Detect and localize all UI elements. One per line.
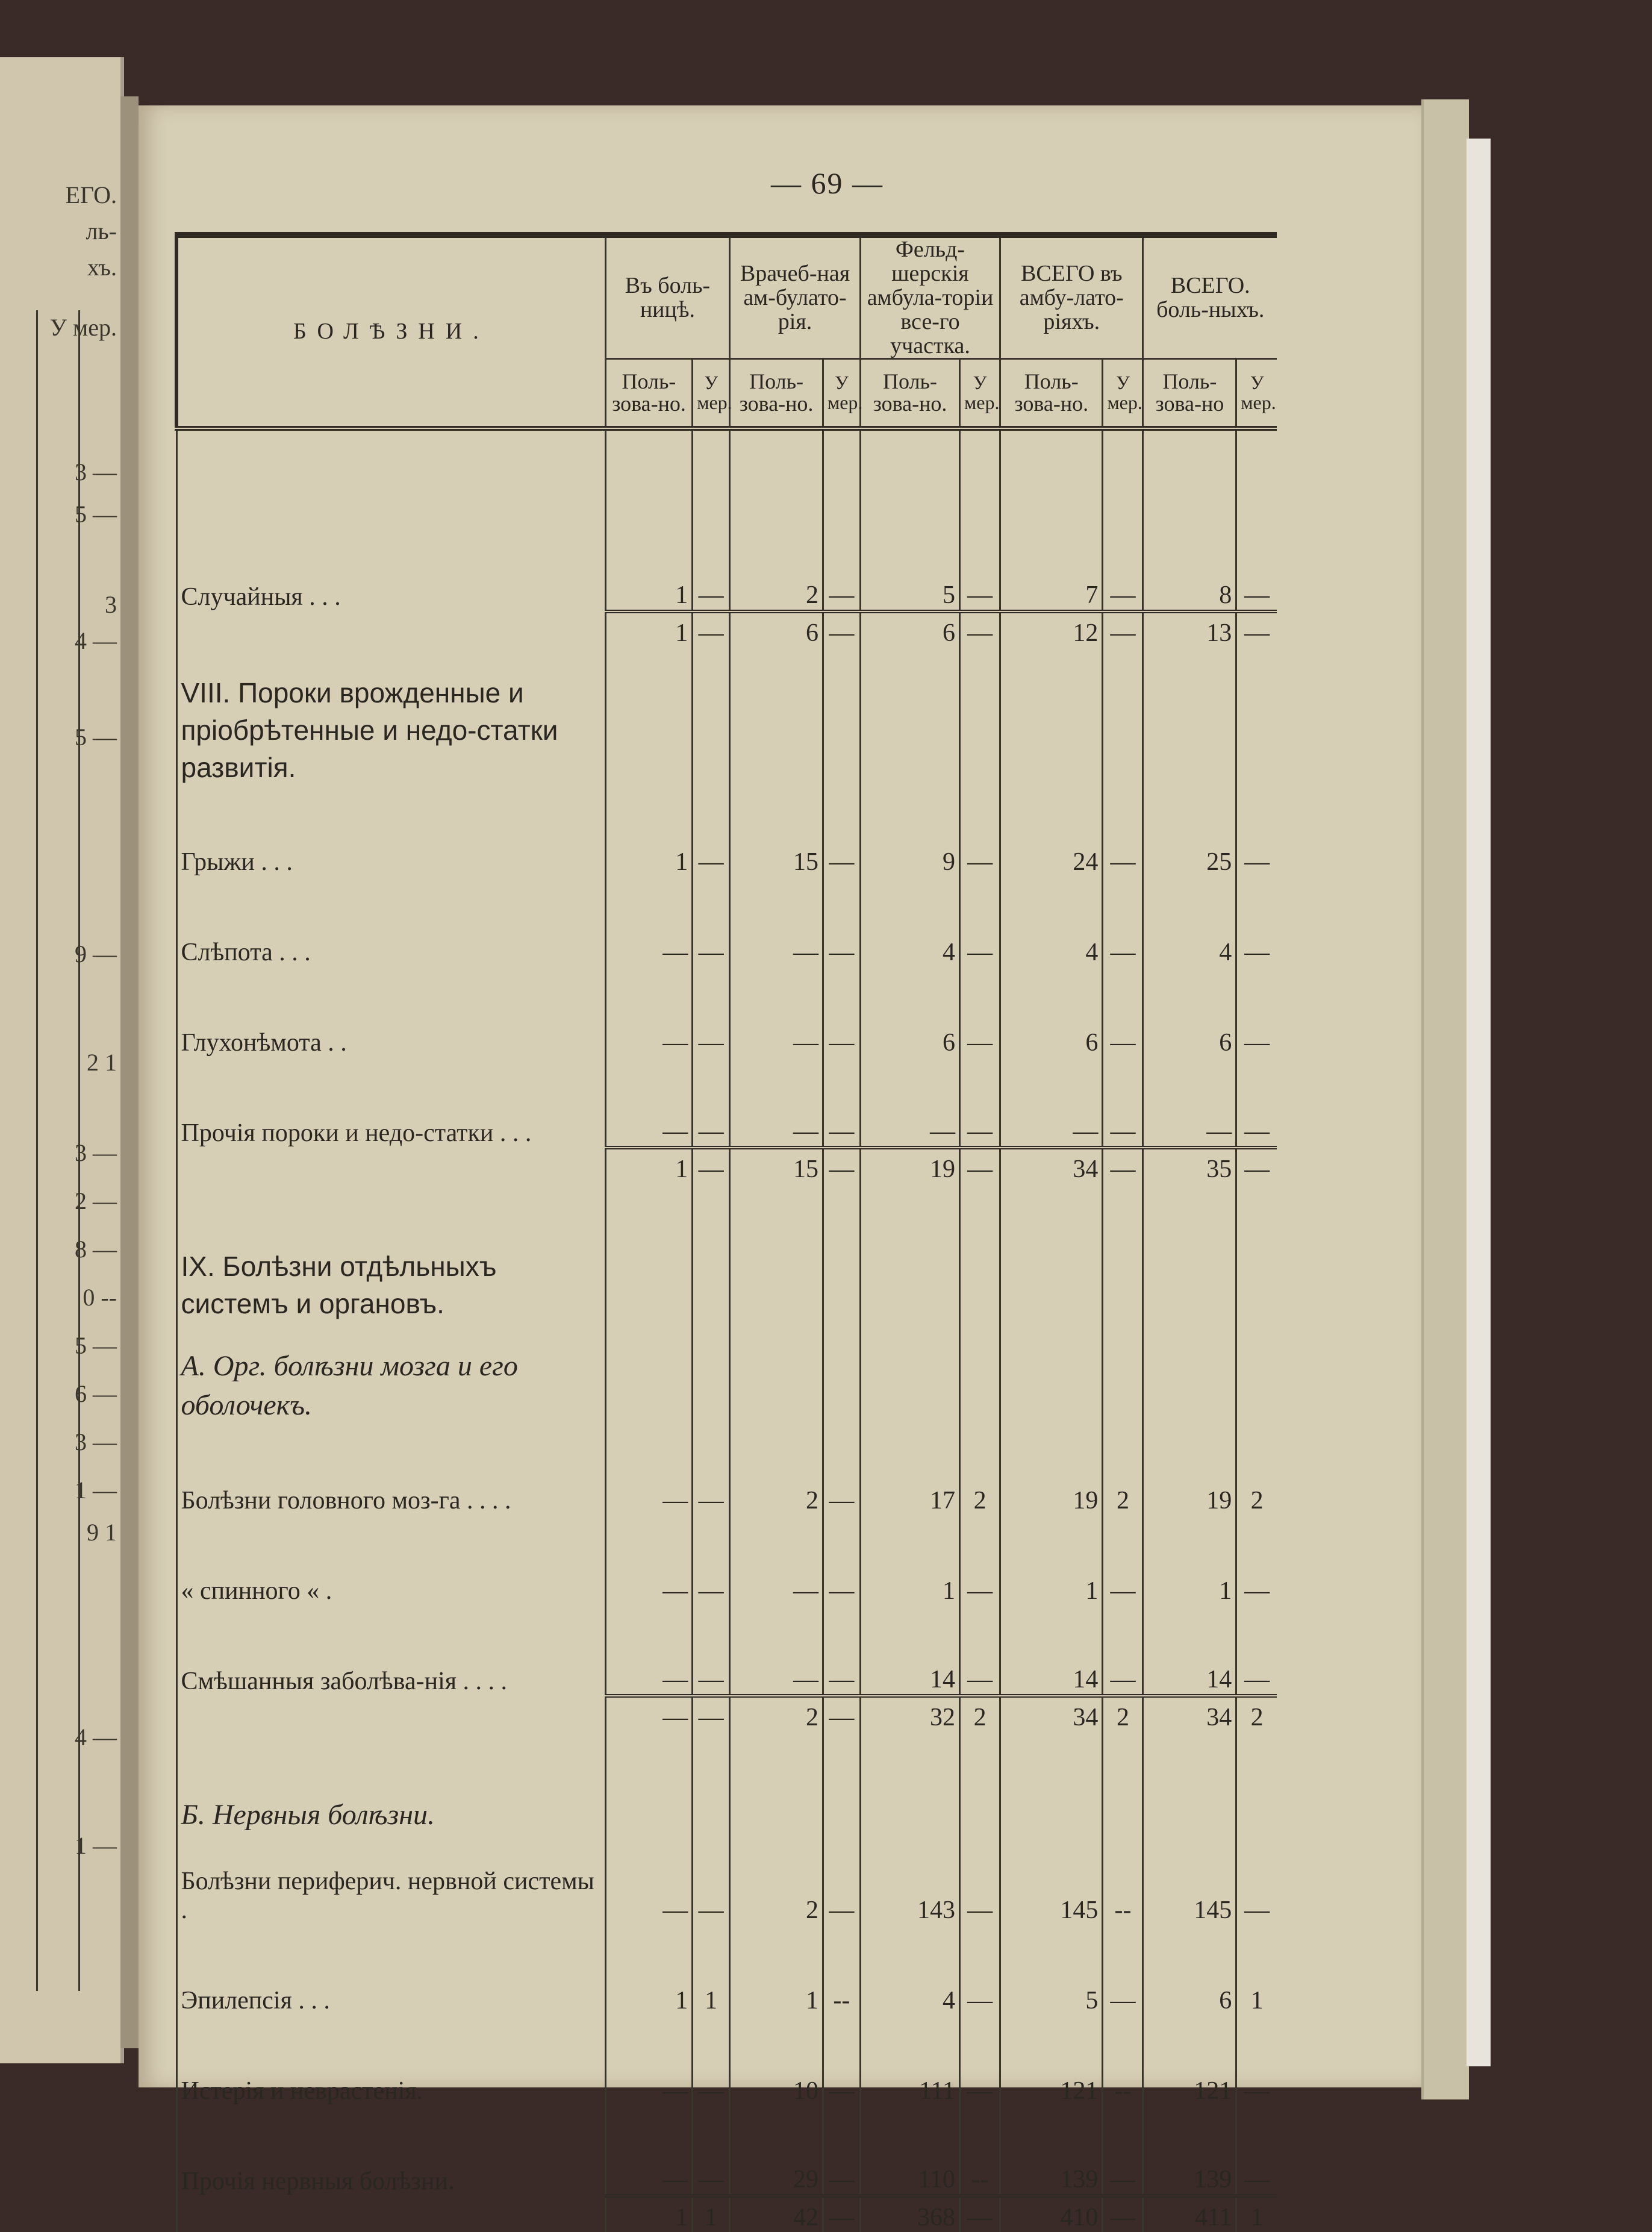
subtotal-row — [176, 2196, 1277, 2232]
cell-died: 2 — [1103, 1425, 1143, 1515]
cell-died: — — [960, 786, 1000, 877]
section-title: IX. Болѣзни отдѣльныхъ системъ и органовъ. — [176, 1184, 605, 1322]
cell-used: 1 — [605, 786, 693, 877]
cell-died: — — [1103, 1925, 1143, 2015]
section-heading-row — [176, 648, 1277, 786]
subtotal-label — [176, 1696, 605, 1732]
cell-used: 2 — [730, 1696, 823, 1732]
cell-used: 145 — [1000, 1834, 1103, 1925]
left-page-text: 1 — — [75, 1832, 117, 1859]
cell-used — [860, 1184, 959, 1322]
cell-died — [960, 648, 1000, 786]
cell-used: 139 — [1000, 2105, 1103, 2196]
subsection-title: А. Орг. болѣзни мозга и его оболочекъ. — [176, 1322, 605, 1425]
cell-used: 14 — [1143, 1605, 1236, 1696]
cell-used: 1 — [605, 521, 693, 611]
left-page-text: 6 — — [75, 1380, 117, 1407]
cell-used: — — [1143, 1057, 1236, 1148]
left-page-text: 5 — — [75, 1332, 117, 1359]
disease-label: Прочія пороки и недо-статки . . . — [176, 1057, 605, 1148]
cell-died: — — [693, 877, 730, 967]
cell-died: — — [693, 967, 730, 1057]
cell-died: — — [1103, 2105, 1143, 2196]
left-page-text: 4 — — [75, 1724, 117, 1751]
cell-used: — — [605, 1057, 693, 1148]
cell-used: 7 — [1000, 521, 1103, 611]
cell-used — [1000, 1322, 1103, 1425]
cell-died: 2 — [1103, 1696, 1143, 1732]
page-number: — 69 — — [771, 166, 884, 200]
cell-used: — — [860, 1057, 959, 1148]
cell-died: — — [1236, 521, 1277, 611]
cell-used: 1 — [1000, 1515, 1103, 1605]
cell-died: — — [823, 1515, 860, 1605]
disease-label: Болѣзни периферич. нервной системы . — [176, 1834, 605, 1925]
cell-died — [693, 648, 730, 786]
subsection-title: Б. Нервныя болѣзни. — [176, 1732, 605, 1834]
cell-died: — — [960, 1515, 1000, 1605]
cell-died: — — [960, 1057, 1000, 1148]
left-page-text: 4 — — [75, 627, 117, 654]
cell-died: — — [693, 611, 730, 648]
cell-used: 4 — [1143, 877, 1236, 967]
cell-died: — — [1236, 1057, 1277, 1148]
cell-died: — — [1103, 2196, 1143, 2232]
cell-used — [1000, 648, 1103, 786]
subtotal-row — [176, 1696, 1277, 1732]
cell-used — [605, 648, 693, 786]
left-page-text: 0 -- — [83, 1284, 117, 1311]
cell-used: — — [1000, 1057, 1103, 1148]
left-page-text: У мер. — [49, 314, 117, 341]
cell-used — [605, 1732, 693, 1834]
cell-used — [860, 1732, 959, 1834]
cell-died — [823, 1184, 860, 1322]
subheader-died: У мер. — [1103, 359, 1143, 429]
cell-died: -- — [823, 1925, 860, 2015]
cell-died — [960, 1184, 1000, 1322]
column-header-total-patients: ВСЕГО. боль-ныхъ. — [1143, 235, 1277, 359]
cell-used: 15 — [730, 786, 823, 877]
cell-used: 139 — [1143, 2105, 1236, 2196]
cell-used: 4 — [860, 1925, 959, 2015]
cell-died: 2 — [1236, 1696, 1277, 1732]
cell-used: 121 — [1000, 2015, 1103, 2105]
disease-statistics-table — [175, 232, 1277, 2232]
section-title: VIII. Пороки врожденные и пріобрѣтенные и недо-статки развитія. — [176, 648, 605, 786]
cell-died: — — [960, 1925, 1000, 2015]
left-page-text: 3 — — [75, 1428, 117, 1455]
table-row — [176, 967, 1277, 1057]
cell-used — [1143, 1184, 1236, 1322]
cell-died: 1 — [693, 1925, 730, 2015]
cell-used: 111 — [860, 2015, 959, 2105]
cell-used: — — [605, 1834, 693, 1925]
subtotal-label — [176, 2196, 605, 2232]
cell-used: — — [605, 1605, 693, 1696]
cell-used: 6 — [1143, 967, 1236, 1057]
cell-died: — — [1103, 1148, 1143, 1184]
disease-label: Прочія нервныя болѣзни. — [176, 2105, 605, 2196]
cell-died: — — [823, 1148, 860, 1184]
cell-died: 2 — [960, 1425, 1000, 1515]
cell-died: — — [693, 786, 730, 877]
cell-used: 2 — [730, 521, 823, 611]
left-page-text: 5 — — [75, 724, 117, 751]
cell-died — [960, 1322, 1000, 1425]
cell-used: 1 — [605, 611, 693, 648]
cell-used: 34 — [1000, 1696, 1103, 1732]
cell-used: 13 — [1143, 611, 1236, 648]
subtotal-row — [176, 1148, 1277, 1184]
cell-used: 6 — [730, 611, 823, 648]
left-page-text: хъ. — [87, 254, 117, 281]
cell-died: — — [693, 1515, 730, 1605]
subheader-died: У мер. — [693, 359, 730, 429]
cell-died: — — [823, 521, 860, 611]
cell-died: — — [1103, 521, 1143, 611]
cell-used: 1 — [605, 1148, 693, 1184]
section-heading-row — [176, 1732, 1277, 1834]
cell-used: 6 — [1143, 1925, 1236, 2015]
cell-used: 6 — [860, 967, 959, 1057]
cell-used: 1 — [605, 2196, 693, 2232]
cell-died: — — [1103, 967, 1143, 1057]
cell-died: — — [693, 2105, 730, 2196]
cell-used: — — [605, 1425, 693, 1515]
cell-used: 4 — [860, 877, 959, 967]
cell-used: 10 — [730, 2015, 823, 2105]
cell-died: — — [1103, 877, 1143, 967]
cell-used — [1143, 648, 1236, 786]
subheader-died: У мер. — [960, 359, 1000, 429]
cell-used: 12 — [1000, 611, 1103, 648]
cell-died — [960, 1732, 1000, 1834]
cell-died — [693, 1732, 730, 1834]
cell-used: 2 — [730, 1834, 823, 1925]
column-header-doctor-ambulatory: Врачеб-ная ам-булато-рія. — [730, 235, 861, 359]
cell-used: 368 — [860, 2196, 959, 2232]
cell-died — [693, 1322, 730, 1425]
cell-died: — — [1236, 1148, 1277, 1184]
cell-died: — — [1236, 877, 1277, 967]
left-page-text: ЕГО. — [65, 181, 117, 208]
subheader-used: Поль-зова-но. — [605, 359, 693, 429]
cell-died: — — [1236, 967, 1277, 1057]
cell-died: — — [1236, 1515, 1277, 1605]
cell-used — [605, 1322, 693, 1425]
cell-died — [823, 648, 860, 786]
cell-died — [823, 1322, 860, 1425]
cell-used — [730, 1184, 823, 1322]
cell-used — [1000, 1732, 1103, 1834]
cell-used — [730, 648, 823, 786]
cell-used: 145 — [1143, 1834, 1236, 1925]
subheader-died: У мер. — [823, 359, 860, 429]
cell-died: -- — [1103, 2015, 1143, 2105]
cell-used: 6 — [860, 611, 959, 648]
subtotal-label — [176, 611, 605, 648]
cell-died: — — [1236, 2015, 1277, 2105]
cell-used: 410 — [1000, 2196, 1103, 2232]
cell-died: -- — [960, 2105, 1000, 2196]
cell-used: 19 — [860, 1148, 959, 1184]
cell-used — [1143, 1322, 1236, 1425]
cell-died: — — [693, 2015, 730, 2105]
cell-used: 25 — [1143, 786, 1236, 877]
cell-died — [1103, 1184, 1143, 1322]
table-row — [176, 2015, 1277, 2105]
cell-used — [605, 1184, 693, 1322]
disease-label: Истерія и неврастенія. — [176, 2015, 605, 2105]
disease-label: Глухонѣмота . . — [176, 967, 605, 1057]
cell-used — [860, 648, 959, 786]
cell-died: — — [823, 1425, 860, 1515]
cell-used: — — [730, 967, 823, 1057]
cell-died — [1103, 1322, 1143, 1425]
cell-used: 143 — [860, 1834, 959, 1925]
cell-died: — — [823, 1834, 860, 1925]
cell-used: 121 — [1143, 2015, 1236, 2105]
disease-label: Грыжи . . . — [176, 786, 605, 877]
cell-died: 1 — [1236, 1925, 1277, 2015]
cell-died — [1103, 648, 1143, 786]
cell-died: — — [823, 2105, 860, 2196]
cell-used: 9 — [860, 786, 959, 877]
cell-died: — — [823, 2015, 860, 2105]
table-row — [176, 1515, 1277, 1605]
cell-died: — — [823, 2196, 860, 2232]
column-header-hospital: Въ боль-ницѣ. — [605, 235, 729, 359]
disease-label: Слѣпота . . . — [176, 877, 605, 967]
cell-died: 1 — [1236, 2196, 1277, 2232]
left-page-text: 2 1 — [87, 1049, 117, 1076]
cell-died: — — [1236, 1834, 1277, 1925]
table-body — [176, 428, 1277, 2232]
subheader-used: Поль-зова-но. — [860, 359, 959, 429]
cell-used: 35 — [1143, 1148, 1236, 1184]
left-page-text: ль- — [86, 217, 117, 245]
cell-died: — — [823, 877, 860, 967]
cell-died: — — [960, 1148, 1000, 1184]
cell-died: — — [693, 1425, 730, 1515]
left-page-text: 1 — — [75, 1477, 117, 1504]
cell-used: — — [605, 2105, 693, 2196]
cell-died: — — [823, 1696, 860, 1732]
subheader-used: Поль-зова-но. — [730, 359, 823, 429]
cell-used — [1143, 1732, 1236, 1834]
cell-used: — — [605, 967, 693, 1057]
cell-used: 5 — [860, 521, 959, 611]
cell-died: — — [693, 1148, 730, 1184]
cell-used: 14 — [860, 1605, 959, 1696]
cell-died: — — [693, 521, 730, 611]
cell-used: 110 — [860, 2105, 959, 2196]
cell-died: — — [960, 611, 1000, 648]
table-row — [176, 1425, 1277, 1515]
page-edge — [1421, 99, 1469, 2099]
cell-used: 2 — [730, 1425, 823, 1515]
cell-used: — — [605, 1515, 693, 1605]
cell-used: 15 — [730, 1148, 823, 1184]
cell-died: — — [960, 2015, 1000, 2105]
cell-used: — — [605, 877, 693, 967]
cell-used: 34 — [1000, 1148, 1103, 1184]
cell-died: — — [693, 1696, 730, 1732]
cell-used: 24 — [1000, 786, 1103, 877]
cell-died: — — [823, 967, 860, 1057]
cell-died: 1 — [693, 2196, 730, 2232]
cell-died — [823, 1732, 860, 1834]
cell-died: — — [823, 611, 860, 648]
cell-died: — — [960, 967, 1000, 1057]
table-row — [176, 1605, 1277, 1696]
table-row — [176, 1057, 1277, 1148]
cell-used: 19 — [1143, 1425, 1236, 1515]
cell-used — [1000, 1184, 1103, 1322]
cell-died: — — [1103, 1605, 1143, 1696]
table-row — [176, 877, 1277, 967]
cell-used: 17 — [860, 1425, 959, 1515]
cell-died: — — [1236, 2105, 1277, 2196]
cell-used: 4 — [1000, 877, 1103, 967]
cell-died — [1236, 1732, 1277, 1834]
disease-label: Болѣзни головного моз-га . . . . — [176, 1425, 605, 1515]
left-page-text: 9 1 — [87, 1519, 117, 1546]
cell-died: — — [693, 1605, 730, 1696]
cell-used: — — [605, 1696, 693, 1732]
cell-died: — — [1236, 611, 1277, 648]
cell-died — [1236, 1322, 1277, 1425]
cell-died: — — [823, 786, 860, 877]
cell-died: — — [960, 877, 1000, 967]
left-page-fragment — [0, 57, 124, 2063]
cell-died — [1103, 1732, 1143, 1834]
cell-died: 2 — [1236, 1425, 1277, 1515]
left-page-rule — [36, 310, 38, 1991]
cell-used: 29 — [730, 2105, 823, 2196]
book-spine — [120, 96, 139, 2048]
subtotal-label — [176, 1148, 605, 1184]
subtotal-row — [176, 611, 1277, 648]
disease-label: Случайныя . . . — [176, 521, 605, 611]
cell-died: — — [960, 2196, 1000, 2232]
table-row — [176, 1925, 1277, 2015]
cell-used — [730, 1732, 823, 1834]
cell-died: -- — [1103, 1834, 1143, 1925]
cell-used: 1 — [1143, 1515, 1236, 1605]
left-page-text: 3 — [105, 591, 117, 618]
cell-died: — — [960, 1605, 1000, 1696]
column-header-diseases: БОЛѢЗНИ. — [176, 235, 605, 428]
table-row — [176, 1834, 1277, 1925]
cell-died — [693, 1184, 730, 1322]
cell-used — [860, 1322, 959, 1425]
left-page-text: 5 — — [75, 501, 117, 528]
header-separator — [176, 428, 1277, 521]
left-page-text: 3 — — [75, 1139, 117, 1166]
cell-died: — — [823, 1057, 860, 1148]
cell-died: — — [693, 1834, 730, 1925]
cell-used: — — [730, 877, 823, 967]
subheader-used: Поль-зова-но. — [1000, 359, 1103, 429]
cell-died: — — [1103, 1515, 1143, 1605]
cell-used: 8 — [1143, 521, 1236, 611]
cell-used: 42 — [730, 2196, 823, 2232]
left-page-text: 9 — — [75, 940, 117, 968]
cell-died: — — [693, 1057, 730, 1148]
cell-used: 32 — [860, 1696, 959, 1732]
cell-used — [730, 1322, 823, 1425]
cell-died: — — [960, 1834, 1000, 1925]
cell-used: 1 — [730, 1925, 823, 2015]
section-heading-row — [176, 1322, 1277, 1425]
cell-used: — — [730, 1057, 823, 1148]
cell-used: 14 — [1000, 1605, 1103, 1696]
cell-died: — — [1103, 611, 1143, 648]
cell-died: — — [1103, 1057, 1143, 1148]
cell-died: — — [1236, 786, 1277, 877]
column-header-feldsher-ambulatories: Фельд-шерскія амбула-торіи все-го участка. — [860, 235, 1000, 359]
left-page-text: 8 — — [75, 1236, 117, 1263]
cell-used: 411 — [1143, 2196, 1236, 2232]
cell-used: 5 — [1000, 1925, 1103, 2015]
cell-used: — — [730, 1605, 823, 1696]
book-page — [139, 105, 1421, 2232]
page-edge-paper — [1467, 139, 1491, 2066]
cell-died: — — [960, 521, 1000, 611]
cell-died — [1236, 1184, 1277, 1322]
cell-used: 19 — [1000, 1425, 1103, 1515]
cell-died: — — [1236, 1605, 1277, 1696]
subheader-used: Поль-зова-но — [1143, 359, 1236, 429]
subheader-died: У мер. — [1236, 359, 1277, 429]
disease-label: « спинного « . — [176, 1515, 605, 1605]
table-row — [176, 521, 1277, 611]
cell-used: — — [730, 1515, 823, 1605]
cell-used: 34 — [1143, 1696, 1236, 1732]
cell-used: 1 — [605, 1925, 693, 2015]
section-heading-row — [176, 1184, 1277, 1322]
cell-died — [1236, 648, 1277, 786]
cell-used: — — [605, 2015, 693, 2105]
cell-died: 2 — [960, 1696, 1000, 1732]
cell-died: — — [823, 1605, 860, 1696]
column-header-total-ambulatories: ВСЕГО въ амбу-лато-ріяхъ. — [1000, 235, 1143, 359]
table-row — [176, 2105, 1277, 2196]
left-page-text: 2 — — [75, 1187, 117, 1214]
left-page-text: 3 — — [75, 458, 117, 486]
disease-label: Смѣшанныя заболѣва-нія . . . . — [176, 1605, 605, 1696]
cell-used: 1 — [860, 1515, 959, 1605]
disease-label: Эпилепсія . . . — [176, 1925, 605, 2015]
cell-used: 6 — [1000, 967, 1103, 1057]
table-row — [176, 786, 1277, 877]
cell-died: — — [1103, 786, 1143, 877]
